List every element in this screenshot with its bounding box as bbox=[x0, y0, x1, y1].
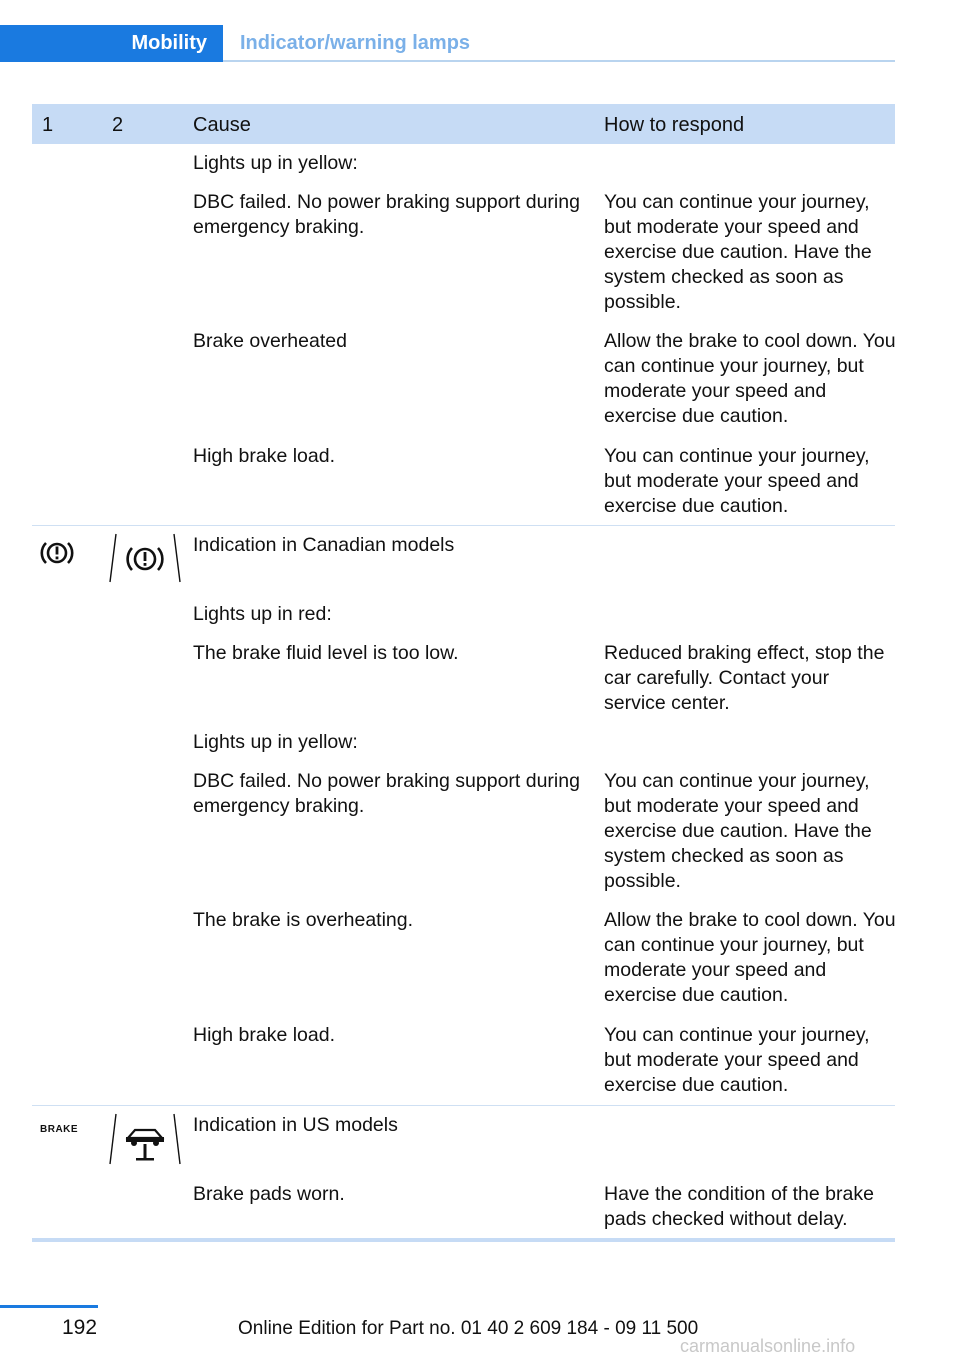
indicator-table bbox=[32, 104, 895, 1240]
response-text: Have the condition of the brake pads checked without delay. bbox=[604, 1183, 874, 1230]
brake-warning-display-icon bbox=[108, 532, 182, 591]
page-number: 192 bbox=[62, 1316, 98, 1339]
watermark: carmanualsonline.info bbox=[680, 1336, 856, 1356]
col-header-response: How to respond bbox=[604, 114, 745, 136]
model-indication-title: Indication in US models bbox=[193, 1114, 398, 1136]
status-label-yellow: Lights up in yellow: bbox=[193, 731, 358, 753]
cause-text: High brake load. bbox=[193, 445, 336, 467]
cause-text: DBC failed. No power braking support during emergency braking. bbox=[193, 770, 580, 817]
brake-text-icon: BRAKE bbox=[40, 1124, 79, 1135]
block3 bbox=[32, 1106, 895, 1240]
page-header bbox=[0, 0, 960, 62]
cause-text: High brake load. bbox=[193, 1024, 336, 1046]
response-text: You can continue your journey, but moderate your speed and exercise due caution. bbox=[604, 445, 870, 517]
response-text: You can continue your journey, but moderate your speed and exercise due caution. Have the system checked as soon as possible. bbox=[604, 770, 872, 892]
response-text: You can continue your journey, but moderate your speed and exercise due caution. bbox=[604, 1024, 870, 1096]
chapter-tab: Mobility bbox=[0, 25, 223, 62]
status-label-yellow: Lights up in yellow: bbox=[193, 152, 358, 174]
cause-text: Brake pads worn. bbox=[193, 1183, 345, 1205]
col-header-cause: Cause bbox=[193, 114, 251, 136]
response-text: You can continue your journey, but moderate your speed and exercise due caution. Have the system checked as soon as possible. bbox=[604, 191, 872, 313]
footer-accent-line bbox=[0, 1305, 98, 1308]
col-header-2: 2 bbox=[112, 114, 124, 136]
cause-text: The brake fluid level is too low. bbox=[193, 642, 459, 664]
table-bottom-rule bbox=[32, 1238, 895, 1242]
response-text: Allow the brake to cool down. You can continue your journey, but moderate your speed and exercise due caution. bbox=[604, 909, 896, 1006]
cause-text: DBC failed. No power braking support during emergency braking. bbox=[193, 191, 580, 238]
edition-text: Online Edition for Part no. 01 40 2 609 184 - 09 11 500 bbox=[238, 1318, 699, 1339]
cause-text: The brake is overheating. bbox=[193, 909, 414, 931]
model-indication-title: Indication in Canadian models bbox=[193, 534, 455, 556]
car-lift-icon bbox=[108, 1112, 182, 1173]
response-text: Reduced braking effect, stop the car carefully. Contact your service center. bbox=[604, 642, 885, 714]
table-header-row bbox=[32, 104, 895, 144]
section-title: Indicator/warning lamps bbox=[240, 32, 471, 54]
brake-warning-icon bbox=[40, 540, 74, 573]
header-rule bbox=[223, 60, 895, 62]
block2 bbox=[32, 526, 895, 1106]
status-label-red: Lights up in red: bbox=[193, 603, 332, 625]
cause-text: Brake overheated bbox=[193, 330, 347, 352]
response-text: Allow the brake to cool down. You can continue your journey, but moderate your speed and exercise due caution. bbox=[604, 330, 896, 427]
col-header-1: 1 bbox=[42, 114, 54, 136]
block1 bbox=[32, 144, 895, 526]
